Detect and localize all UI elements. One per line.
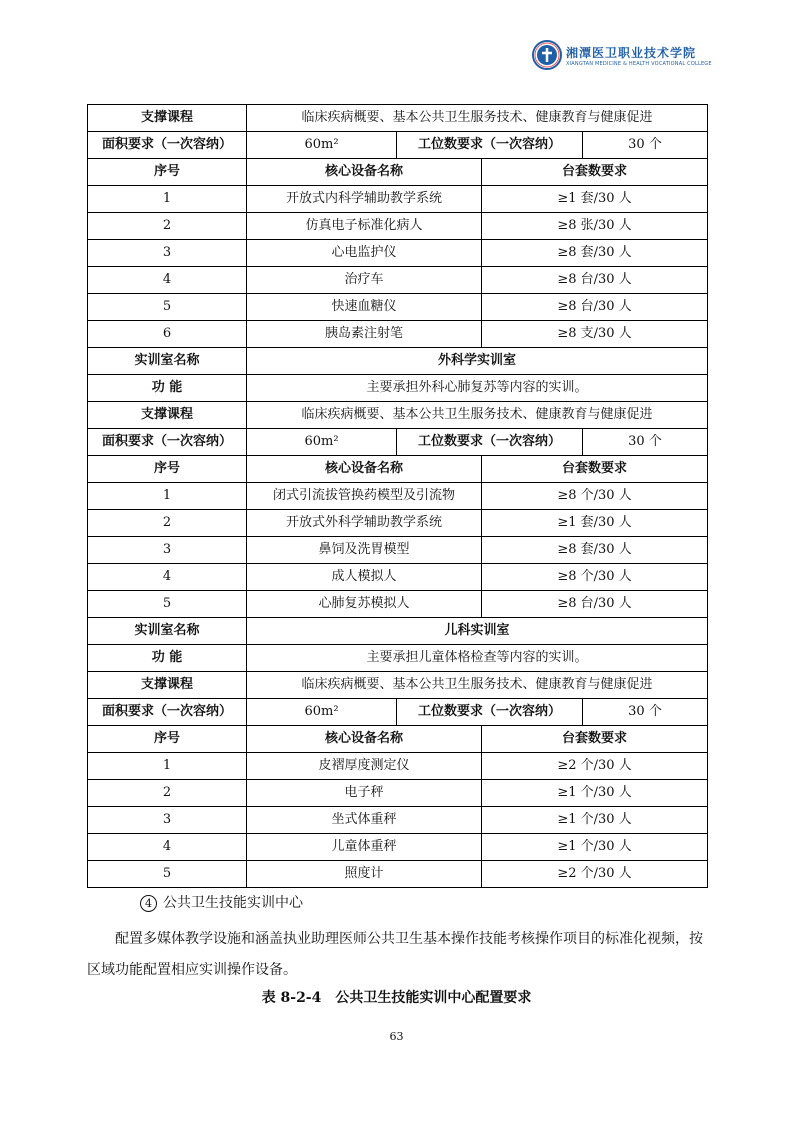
col-header-quantity: 台套数要求: [482, 159, 708, 186]
room-name-label: 实训室名称: [88, 618, 247, 645]
col-header-seq: 序号: [88, 726, 247, 753]
station-value: 30 个: [583, 132, 708, 159]
equipment-name-cell: 心电监护仪: [247, 240, 482, 267]
station-label: 工位数要求（一次容纳）: [397, 429, 583, 456]
seq-cell: 2: [88, 780, 247, 807]
area-value: 60m²: [247, 699, 397, 726]
seq-cell: 2: [88, 213, 247, 240]
college-logo: [532, 40, 712, 70]
equipment-name-cell: 心肺复苏模拟人: [247, 591, 482, 618]
quantity-cell: ≥1 个/30 人: [482, 807, 708, 834]
area-label: 面积要求（一次容纳）: [88, 699, 247, 726]
equipment-name-cell: 成人模拟人: [247, 564, 482, 591]
equipment-name-cell: 胰岛素注射笔: [247, 321, 482, 348]
config-table-body: [88, 105, 708, 888]
table-row: [88, 483, 708, 510]
college-emblem-icon: [532, 40, 562, 70]
seq-cell: 4: [88, 834, 247, 861]
quantity-cell: ≥8 张/30 人: [482, 213, 708, 240]
equipment-name-cell: 仿真电子标准化病人: [247, 213, 482, 240]
table-row: [88, 591, 708, 618]
table-row: [88, 537, 708, 564]
quantity-cell: ≥1 个/30 人: [482, 834, 708, 861]
table-row: [88, 213, 708, 240]
station-value: 30 个: [583, 429, 708, 456]
quantity-cell: ≥8 个/30 人: [482, 564, 708, 591]
seq-cell: 3: [88, 807, 247, 834]
quantity-cell: ≥8 台/30 人: [482, 591, 708, 618]
seq-cell: 2: [88, 510, 247, 537]
table-row: [88, 321, 708, 348]
seq-cell: 5: [88, 861, 247, 888]
table-row: [88, 348, 708, 375]
table-row: [88, 159, 708, 186]
table-row: [88, 510, 708, 537]
function-value: 主要承担儿童体格检查等内容的实训。: [247, 645, 708, 672]
equipment-name-cell: 皮褶厚度测定仪: [247, 753, 482, 780]
room-name-value: 儿科实训室: [247, 618, 708, 645]
seq-cell: 1: [88, 483, 247, 510]
support-course-value: 临床疾病概要、基本公共卫生服务技术、健康教育与健康促进: [247, 672, 708, 699]
table-row: [88, 294, 708, 321]
table-row: [88, 780, 708, 807]
quantity-cell: ≥8 套/30 人: [482, 240, 708, 267]
col-header-quantity: 台套数要求: [482, 456, 708, 483]
table-row: [88, 375, 708, 402]
training-room-config-table: [87, 104, 708, 888]
section-number-circle: 4: [140, 895, 157, 912]
quantity-cell: ≥8 台/30 人: [482, 294, 708, 321]
table-row: [88, 267, 708, 294]
area-value: 60m²: [247, 132, 397, 159]
room-name-label: 实训室名称: [88, 348, 247, 375]
table-row: [88, 618, 708, 645]
equipment-name-cell: 照度计: [247, 861, 482, 888]
table-row: [88, 132, 708, 159]
col-header-seq: 序号: [88, 456, 247, 483]
seq-cell: 5: [88, 294, 247, 321]
logo-english-name: XIANGTAN MEDICINE & HEALTH VOCATIONAL COLLEGE: [566, 60, 712, 67]
equipment-name-cell: 闭式引流拔管换药模型及引流物: [247, 483, 482, 510]
table-caption: 表 8-2-4 公共卫生技能实训中心配置要求: [261, 990, 532, 1006]
seq-cell: 5: [88, 591, 247, 618]
col-header-equipment: 核心设备名称: [247, 456, 482, 483]
area-label: 面积要求（一次容纳）: [88, 429, 247, 456]
seq-cell: 4: [88, 564, 247, 591]
function-label: 功 能: [88, 375, 247, 402]
quantity-cell: ≥2 个/30 人: [482, 753, 708, 780]
quantity-cell: ≥1 套/30 人: [482, 186, 708, 213]
room-name-value: 外科学实训室: [247, 348, 708, 375]
table-row: [88, 186, 708, 213]
table-row: [88, 429, 708, 456]
equipment-name-cell: 鼻饲及洗胃模型: [247, 537, 482, 564]
quantity-cell: ≥1 个/30 人: [482, 780, 708, 807]
function-value: 主要承担外科心肺复苏等内容的实训。: [247, 375, 708, 402]
quantity-cell: ≥8 台/30 人: [482, 267, 708, 294]
area-value: 60m²: [247, 429, 397, 456]
seq-cell: 1: [88, 753, 247, 780]
table-row: [88, 672, 708, 699]
area-label: 面积要求（一次容纳）: [88, 132, 247, 159]
equipment-name-cell: 治疗车: [247, 267, 482, 294]
logo-chinese-name: 湘潭医卫职业技术学院: [566, 45, 697, 60]
section-paragraph: 配置多媒体教学设施和涵盖执业助理医师公共卫生基本操作技能考核操作项目的标准化视频，按区域功能配置相应实训操作设备。: [87, 931, 703, 978]
table-row: [88, 699, 708, 726]
quantity-cell: ≥8 个/30 人: [482, 483, 708, 510]
col-header-quantity: 台套数要求: [482, 726, 708, 753]
quantity-cell: ≥8 支/30 人: [482, 321, 708, 348]
col-header-equipment: 核心设备名称: [247, 726, 482, 753]
seq-cell: 3: [88, 240, 247, 267]
support-course-value: 临床疾病概要、基本公共卫生服务技术、健康教育与健康促进: [247, 402, 708, 429]
equipment-name-cell: 儿童体重秤: [247, 834, 482, 861]
page-number: 63: [389, 1030, 404, 1043]
seq-cell: 4: [88, 267, 247, 294]
station-value: 30 个: [583, 699, 708, 726]
support-course-value: 临床疾病概要、基本公共卫生服务技术、健康教育与健康促进: [247, 105, 708, 132]
section-heading: [140, 892, 303, 912]
table-row: [88, 402, 708, 429]
station-label: 工位数要求（一次容纳）: [397, 132, 583, 159]
equipment-name-cell: 坐式体重秤: [247, 807, 482, 834]
equipment-name-cell: 电子秤: [247, 780, 482, 807]
station-label: 工位数要求（一次容纳）: [397, 699, 583, 726]
col-header-seq: 序号: [88, 159, 247, 186]
equipment-name-cell: 开放式外科学辅助教学系统: [247, 510, 482, 537]
function-label: 功 能: [88, 645, 247, 672]
table-row: [88, 726, 708, 753]
support-course-label: 支撑课程: [88, 672, 247, 699]
col-header-equipment: 核心设备名称: [247, 159, 482, 186]
table-row: [88, 807, 708, 834]
support-course-label: 支撑课程: [88, 105, 247, 132]
table-row: [88, 240, 708, 267]
table-row: [88, 753, 708, 780]
support-course-label: 支撑课程: [88, 402, 247, 429]
table-row: [88, 456, 708, 483]
seq-cell: 1: [88, 186, 247, 213]
quantity-cell: ≥8 套/30 人: [482, 537, 708, 564]
quantity-cell: ≥2 个/30 人: [482, 861, 708, 888]
quantity-cell: ≥1 套/30 人: [482, 510, 708, 537]
seq-cell: 3: [88, 537, 247, 564]
table-row: [88, 105, 708, 132]
seq-cell: 6: [88, 321, 247, 348]
table-row: [88, 564, 708, 591]
equipment-name-cell: 快速血糖仪: [247, 294, 482, 321]
equipment-name-cell: 开放式内科学辅助教学系统: [247, 186, 482, 213]
table-row: [88, 645, 708, 672]
section-heading-text: 公共卫生技能实训中心: [163, 895, 303, 911]
table-row: [88, 834, 708, 861]
table-row: [88, 861, 708, 888]
